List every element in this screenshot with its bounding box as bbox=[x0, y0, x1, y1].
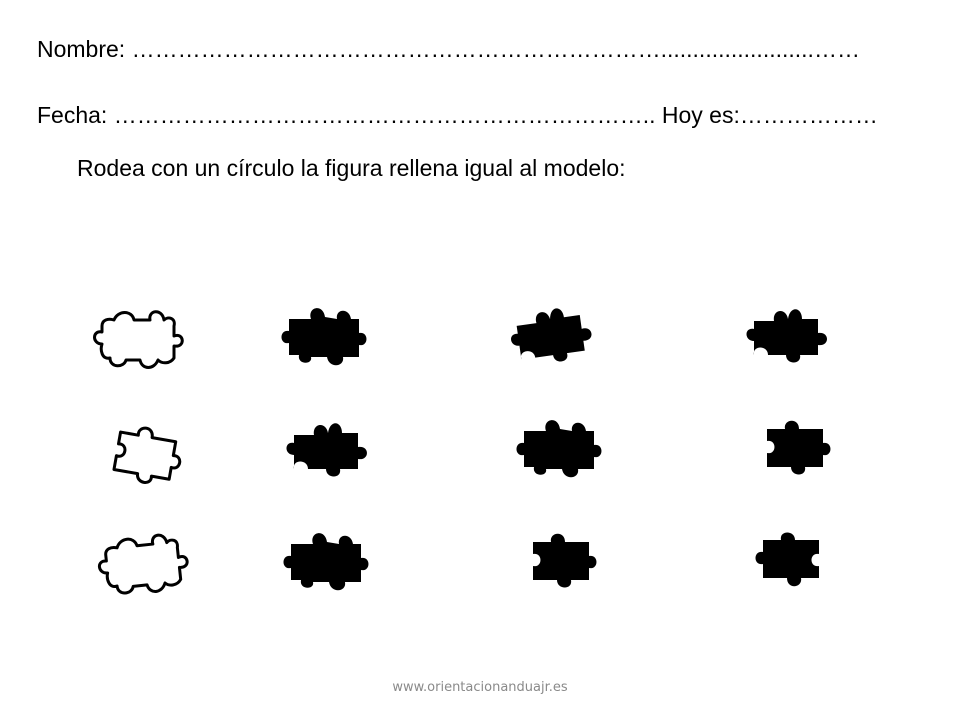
instruction-text: Rodea con un círculo la figura rellena igual al modelo: bbox=[77, 155, 626, 181]
nombre-line: Nombre: ……………………………………………………………........................…… bbox=[37, 36, 860, 62]
row-3-option-1[interactable] bbox=[284, 533, 369, 590]
row-1-option-2[interactable] bbox=[508, 304, 595, 368]
row-2-option-3[interactable] bbox=[767, 421, 831, 475]
row-3-option-2[interactable] bbox=[533, 534, 597, 588]
row-1-option-1[interactable] bbox=[282, 308, 367, 365]
footer-url: www.orientacionanduajr.es bbox=[392, 680, 568, 695]
row-3-model-piece bbox=[97, 532, 190, 597]
row-2-model-piece bbox=[113, 424, 185, 488]
row-3-option-3[interactable] bbox=[756, 533, 820, 587]
fecha-line: Fecha: …………………………………………………………….. Hoy es:……………… bbox=[37, 102, 878, 128]
row-2-option-2[interactable] bbox=[517, 420, 602, 477]
row-1-option-3[interactable] bbox=[747, 309, 828, 362]
row-1-model-piece bbox=[95, 312, 183, 368]
row-2-option-1[interactable] bbox=[287, 423, 368, 476]
